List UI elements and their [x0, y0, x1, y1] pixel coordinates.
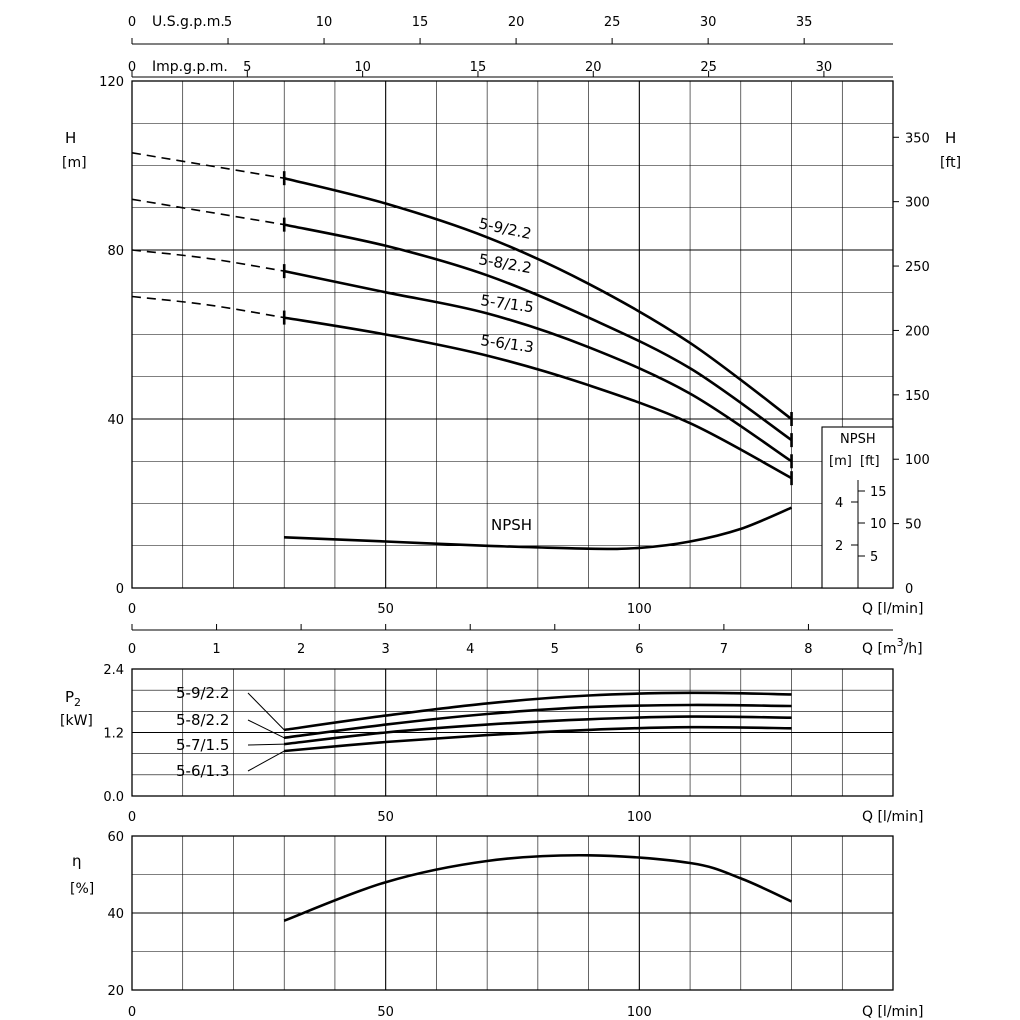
head-ylabel-unit: [m] — [62, 155, 87, 171]
head-yticks — [99, 75, 124, 597]
npsh-inset-ft15: 15 — [870, 485, 887, 500]
gpm-tick-label: 15 — [411, 15, 429, 30]
impgpm-label: Imp.g.p.m. — [152, 59, 228, 75]
npsh-inset-unit-ft: [ft] — [860, 454, 880, 469]
npsh-inset — [822, 427, 893, 588]
m3h-tick-label: 2 — [296, 642, 306, 657]
gpm-tick-label: 30 — [699, 15, 717, 30]
y-tick-label: 40 — [107, 907, 124, 922]
gpm-tick-label: 0 — [127, 15, 137, 30]
efficiency-xlabel: Q [l/min] — [862, 1004, 924, 1020]
head-curve-label: 5-9/2.2 — [477, 214, 534, 244]
power-xlabel: Q [l/min] — [862, 809, 924, 825]
power-curve-label: 5-7/1.5 — [176, 736, 230, 754]
power-xticks — [128, 810, 652, 825]
npsh-inset-m4: 4 — [835, 496, 844, 511]
x-tick-label: 50 — [377, 602, 394, 617]
m3h-tick-label: 6 — [635, 642, 644, 657]
y2-tick-label: 250 — [905, 260, 930, 276]
y2-tick-label: 100 — [905, 453, 930, 469]
npsh-inset-ft5: 5 — [870, 550, 879, 565]
gpm-tick-label: 25 — [603, 15, 621, 30]
head-xticks — [128, 602, 652, 617]
power-label-leader — [248, 751, 284, 771]
y-tick-label: 60 — [107, 830, 124, 845]
m3h-tick-label: 5 — [550, 642, 559, 657]
x-tick-label: 0 — [127, 810, 137, 825]
m3h-tick-label: 1 — [212, 642, 221, 657]
x-tick-label: 100 — [626, 810, 652, 825]
efficiency-ylabel: η — [72, 852, 82, 870]
efficiency-xticks — [128, 1005, 652, 1020]
npsh-inset-m2: 2 — [835, 539, 844, 554]
y2-tick-label: 350 — [905, 131, 930, 147]
head-curve-extrapolated — [132, 297, 284, 318]
y2-tick-label: 50 — [905, 517, 922, 533]
npsh-curve-label: NPSH — [491, 516, 533, 534]
y-tick-label: 80 — [107, 244, 124, 259]
y-tick-label: 2.4 — [103, 663, 124, 678]
head-curve-extrapolated — [132, 250, 284, 271]
x-tick-label: 50 — [377, 810, 394, 825]
power-yticks — [103, 663, 124, 805]
power-ylabel: $P_2$ — [65, 688, 82, 709]
x-tick-label: 50 — [377, 1005, 394, 1020]
x-tick-label: 0 — [127, 1005, 137, 1020]
y2-tick-label: 200 — [905, 324, 930, 340]
gpm-tick-label: 30 — [815, 60, 833, 75]
power-label-leader — [248, 744, 284, 745]
usgpm-ticks — [128, 15, 813, 44]
y-tick-label: 0 — [115, 582, 124, 597]
gpm-tick-label: 5 — [243, 60, 252, 75]
head-y2label-unit: [ft] — [940, 155, 962, 171]
efficiency-panel — [70, 830, 923, 1020]
efficiency-yticks — [107, 830, 124, 999]
top-gpm-axes — [128, 14, 893, 77]
head-xlabel: Q [l/min] — [862, 601, 924, 617]
gpm-tick-label: 10 — [315, 15, 333, 30]
head-ylabel: H — [65, 129, 77, 147]
gpm-tick-label: 20 — [585, 60, 602, 75]
head-y2ticks — [893, 131, 930, 597]
gpm-tick-label: 0 — [127, 60, 137, 75]
gpm-tick-label: 15 — [469, 60, 487, 75]
m3h-tick-label: 3 — [381, 642, 390, 657]
power-ylabel-unit: [kW] — [60, 713, 93, 729]
gpm-tick-label: 25 — [700, 60, 717, 75]
m3h-ticks — [128, 624, 813, 657]
npsh-inset-ft10: 10 — [870, 517, 887, 532]
x-tick-label: 100 — [626, 602, 652, 617]
gpm-tick-label: 10 — [354, 60, 371, 75]
gpm-tick-label: 20 — [507, 15, 525, 30]
head-panel — [62, 75, 961, 617]
head-curve-label: 5-8/2.2 — [477, 250, 534, 278]
y2-tick-label: 300 — [905, 195, 930, 211]
power-curve-label: 5-6/1.3 — [176, 762, 230, 780]
npsh-inset-title: NPSH — [840, 432, 876, 447]
efficiency-ylabel-unit: [%] — [70, 881, 95, 897]
usgpm-label: U.S.g.p.m. — [152, 14, 225, 30]
power-curve-label: 5-9/2.2 — [176, 684, 230, 702]
m3h-tick-label: 7 — [719, 642, 729, 657]
head-curve-label: 5-6/1.3 — [479, 331, 535, 357]
m3h-label: Q $[m^3/h]$ — [862, 636, 923, 657]
y-tick-label: 20 — [107, 984, 124, 999]
head-curve-extrapolated — [132, 199, 284, 224]
npsh-inset-unit-m: [m] — [829, 454, 852, 469]
power-curve-label: 5-8/2.2 — [176, 711, 230, 729]
head-curve-label: 5-7/1.5 — [479, 291, 535, 317]
m3h-tick-label: 4 — [466, 642, 475, 657]
power-panel — [60, 663, 923, 825]
y-tick-label: 0.0 — [103, 790, 124, 805]
gpm-tick-label: 35 — [795, 15, 813, 30]
head-y2label: H — [945, 129, 957, 147]
x-tick-label: 100 — [626, 1005, 652, 1020]
m3h-tick-label: 8 — [804, 642, 813, 657]
m3h-tick-label: 0 — [127, 642, 137, 657]
y2-tick-label: 150 — [905, 388, 930, 404]
impgpm-ticks — [128, 60, 832, 77]
y-tick-label: 1.2 — [103, 726, 124, 742]
x-tick-label: 0 — [127, 602, 137, 617]
y-tick-label: 40 — [107, 413, 124, 428]
y-tick-label: 120 — [99, 75, 124, 90]
y2-tick-label: 0 — [905, 582, 914, 597]
head-curves — [132, 153, 792, 549]
gpm-tick-label: 5 — [223, 15, 233, 30]
m3h-axis — [128, 624, 923, 657]
power-label-leader — [248, 720, 284, 738]
